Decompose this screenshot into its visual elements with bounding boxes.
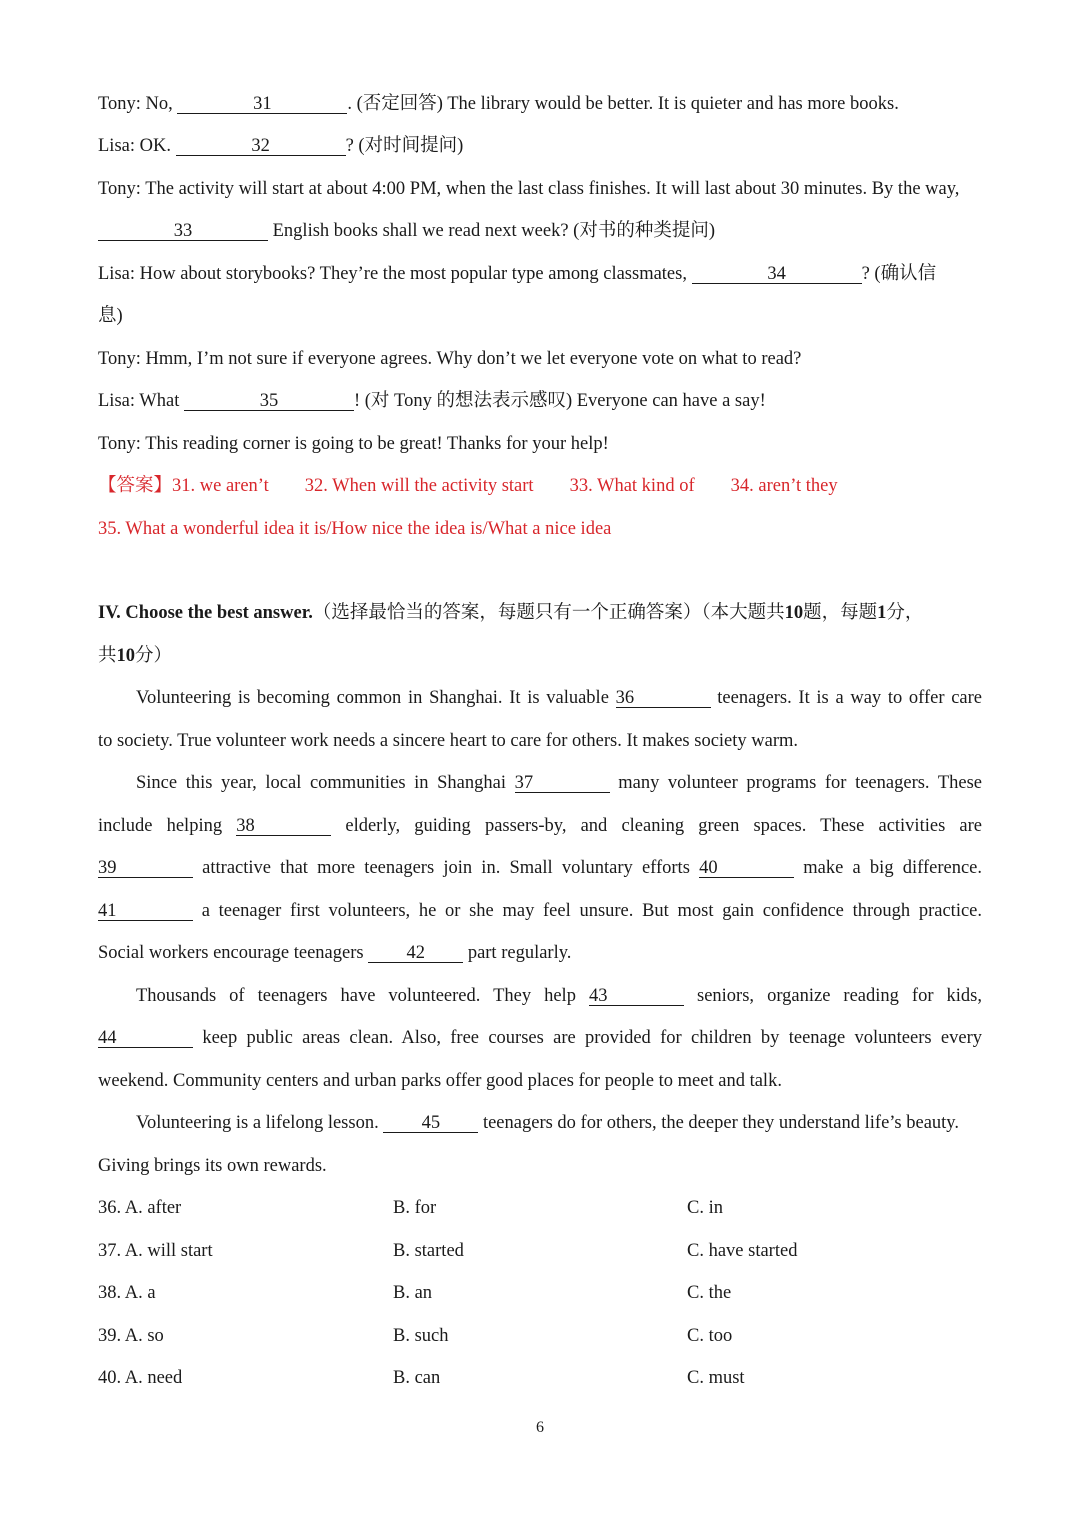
passage-line-7: Social workers encourage teenagers 42 part regularly.: [98, 943, 572, 963]
blank-36[interactable]: 36: [616, 689, 711, 708]
answer-key: [98, 475, 982, 497]
answer-33: 33. What kind of: [569, 476, 695, 496]
option-36-c[interactable]: C. in: [687, 1198, 723, 1218]
option-40-c[interactable]: C. must: [687, 1368, 745, 1388]
section-heading: IV. Choose the best answer.（选择最恰当的答案，每题只有一个正确答案）（本大题共10题，每题1分，: [98, 603, 924, 623]
passage-line-6: 41 a teenager first volunteers, he or she may feel unsure. But most gain confidence through practice.: [98, 901, 982, 921]
dialogue-line-32: Lisa: OK. 32 ? (对时间提问): [98, 136, 464, 156]
answer-35: 35. What a wonderful idea it is/How nice the idea is/What a nice idea: [98, 519, 612, 539]
section-title: IV. Choose the best answer.: [98, 603, 313, 623]
option-39-b[interactable]: B. such: [393, 1326, 449, 1346]
dialogue-line-35: Lisa: What 35 ! (对 Tony 的想法表示感叹) Everyone can have a say!: [98, 391, 766, 411]
dialogue-line-activity: Tony: The activity will start at about 4:00 PM, when the last class finishes. It will last about 30 minutes. By the way,: [98, 179, 960, 199]
blank-45[interactable]: 45: [383, 1114, 478, 1133]
dialogue-line-end: Tony: This reading corner is going to be great! Thanks for your help!: [98, 434, 609, 454]
blank-32[interactable]: 32: [176, 137, 346, 156]
blank-31[interactable]: 31: [177, 95, 347, 114]
blank-38[interactable]: 38: [236, 817, 331, 836]
option-36-a[interactable]: 36. A. after: [98, 1198, 182, 1218]
passage-line-1: Volunteering is becoming common in Shanghai. It is valuable 36 teenagers. It is a way to offer care: [136, 688, 982, 708]
answer-31: 31. we aren’t: [172, 476, 269, 496]
passage-line-5: 39 attractive that more teenagers join in. Small voluntary efforts 40 make a big difference.: [98, 858, 983, 878]
option-39-c[interactable]: C. too: [687, 1326, 733, 1346]
passage-line-2: to society. True volunteer work needs a sincere heart to care for others. It makes society warm.: [98, 731, 799, 751]
option-38-a[interactable]: 38. A. a: [98, 1283, 156, 1303]
dialogue-line-vote: Tony: Hmm, I’m not sure if everyone agrees. Why don’t we let everyone vote on what to read?: [98, 349, 802, 369]
blank-44[interactable]: 44: [98, 1029, 193, 1048]
passage-line-11: Volunteering is a lifelong lesson. 45 teenagers do for others, the deeper they understand life’s beauty.: [136, 1113, 959, 1133]
dialogue-line-34: Lisa: How about storybooks? They’re the most popular type among classmates, 34 ? (确认信: [98, 264, 937, 284]
dialogue-line-33: 33 English books shall we read next week? (对书的种类提问): [98, 220, 982, 242]
blank-40[interactable]: 40: [699, 859, 794, 878]
section-heading-cont: 共10分）: [98, 646, 173, 666]
blank-42[interactable]: 42: [368, 944, 463, 963]
page-number: 6: [536, 1419, 544, 1436]
dialogue-line-34-cont: 息): [98, 306, 123, 326]
blank-37[interactable]: 37: [515, 774, 610, 793]
option-37-a[interactable]: 37. A. will start: [98, 1241, 213, 1261]
answer-34: 34. aren’t they: [730, 476, 838, 496]
option-38-c[interactable]: C. the: [687, 1283, 732, 1303]
blank-35[interactable]: 35: [184, 392, 354, 411]
blank-43[interactable]: 43: [589, 987, 684, 1006]
option-38-b[interactable]: B. an: [393, 1283, 433, 1303]
answer-32: 32. When will the activity start: [304, 476, 534, 496]
blank-34[interactable]: 34: [692, 265, 862, 284]
dialogue-line-31: Tony: No, 31 . (否定回答) The library would be better. It is quieter and has more books.: [98, 94, 899, 114]
passage-line-9: 44 keep public areas clean. Also, free courses are provided for children by teenage volunteers every: [98, 1028, 982, 1048]
option-37-c[interactable]: C. have started: [687, 1241, 798, 1261]
option-39-a[interactable]: 39. A. so: [98, 1326, 164, 1346]
answer-label: 【答案】: [98, 476, 173, 496]
option-37-b[interactable]: B. started: [393, 1241, 464, 1261]
passage-line-3: Since this year, local communities in Shanghai 37 many volunteer programs for teenagers. These: [136, 773, 983, 793]
passage-line-10: weekend. Community centers and urban parks offer good places for people to meet and talk.: [98, 1071, 782, 1091]
blank-33[interactable]: 33: [98, 222, 268, 241]
blank-39[interactable]: 39: [98, 859, 193, 878]
passage-line-8: Thousands of teenagers have volunteered. They help 43 seniors, organize reading for kids,: [136, 986, 982, 1006]
option-40-a[interactable]: 40. A. need: [98, 1368, 183, 1388]
blank-41[interactable]: 41: [98, 902, 193, 921]
option-36-b[interactable]: B. for: [393, 1198, 437, 1218]
passage-line-4: include helping 38 elderly, guiding passers-by, and cleaning green spaces. These activities are: [98, 816, 982, 836]
option-40-b[interactable]: B. can: [393, 1368, 441, 1388]
passage-line-12: Giving brings its own rewards.: [98, 1156, 327, 1176]
